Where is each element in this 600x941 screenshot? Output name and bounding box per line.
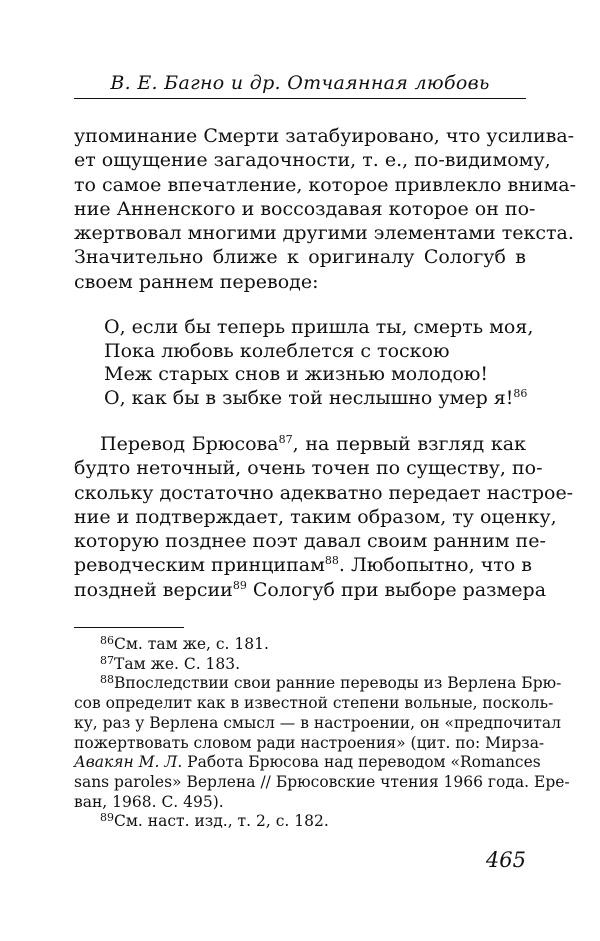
text-fragment: Сологуб при выборе размера	[246, 578, 547, 601]
poem-line: О, если бы теперь пришла ты, смерть моя,	[104, 316, 534, 338]
text-line: упоминание Смерти затабуировано, что усилива-	[74, 125, 575, 147]
footnote-ref[interactable]: 88	[324, 554, 339, 568]
poem-line: Пока любовь колеблется с тоскою	[104, 339, 450, 362]
footnote-number: 88	[100, 673, 114, 687]
running-header: В. Е. Багно и др. Отчаянная любовь	[110, 72, 490, 94]
text-line: будто неточный, очень точен по существу, по-	[74, 457, 543, 480]
footnote-ref[interactable]: 86	[513, 386, 528, 400]
footnote-text: См. там же, с. 181.	[114, 635, 269, 653]
text-line: Значительно ближе к оригиналу Сологуб в	[74, 246, 526, 269]
text-line	[74, 432, 526, 456]
text-line: скольку достаточно адекватно передает настрое-	[74, 481, 574, 504]
text-line: то самое впечатление, которое привлекло внима-	[74, 173, 577, 196]
footnote-ref[interactable]: 87	[278, 433, 293, 446]
footnote-line: ку, раз у Верлена смысл — в настроении, он «предпочитал	[74, 713, 561, 732]
header-rule	[74, 98, 526, 99]
footnote-87	[74, 655, 526, 675]
text-line: своем раннем переводе:	[74, 270, 319, 293]
footnote-number: 86	[100, 634, 114, 647]
footnote-number: 87	[100, 653, 114, 667]
footnotes	[74, 634, 570, 832]
poem-line	[104, 387, 533, 411]
footnote-text: Там же. С. 183.	[114, 654, 241, 673]
footnote-line: пожертвовать словом ради настроения» (цит. по: Мирза-	[74, 733, 545, 752]
footnote-text: Впоследствии свои ранние переводы из Верлена Брю-	[114, 674, 562, 693]
text-line	[74, 578, 547, 602]
page-number: 465	[485, 848, 526, 872]
footnote-line: sans paroles» Верлена // Брюсовские чтения 1966 года. Ере-	[74, 772, 570, 791]
poem-line-text: О, как бы в зыбке той неслышно умер я!	[104, 386, 514, 409]
text-line: которую позднее поэт давал своим ранним пе-	[74, 530, 546, 553]
footnote-line: ван, 1968. С. 495).	[74, 792, 224, 811]
text-fragment: . Любопытно, что в	[338, 554, 532, 577]
paragraph-2	[74, 432, 574, 602]
paragraph-1	[74, 124, 577, 294]
text-fragment: , на первый взгляд как	[292, 433, 526, 455]
poem-quote	[104, 316, 533, 410]
footnote-86	[74, 635, 526, 655]
footnote-rule	[74, 627, 184, 628]
footnote-text: См. наст. изд., т. 2, с. 182.	[114, 812, 329, 831]
text-line	[74, 553, 532, 577]
footnote-ref[interactable]: 89	[232, 578, 247, 592]
footnote-number: 89	[100, 811, 114, 825]
footnote-line: сов определит как в известной степени вольные, посколь-	[74, 694, 554, 713]
text-line: ние Анненского и воссоздавая которое он по-	[74, 197, 536, 220]
author-name: Авакян М. Л.	[74, 753, 183, 772]
footnote-89	[74, 812, 526, 832]
text-fragment: поздней версии	[74, 578, 233, 601]
text-line: ет ощущение загадочности, т. е., по-видимому,	[74, 149, 551, 172]
footnote-88	[74, 673, 562, 694]
poem-line: Меж старых снов и жизнью молодою!	[104, 363, 489, 385]
footnote-line	[74, 753, 541, 773]
text-fragment: реводческим принципам	[74, 554, 325, 577]
text-fragment: Перевод Брюсова	[100, 433, 279, 455]
footnote-text: Работа Брюсова над переводом «Romances	[182, 753, 541, 772]
text-line: жертвовал многими другими элементами текста.	[74, 222, 574, 245]
text-line: ние и подтверждает, таким образом, ту оценку,	[74, 505, 557, 528]
